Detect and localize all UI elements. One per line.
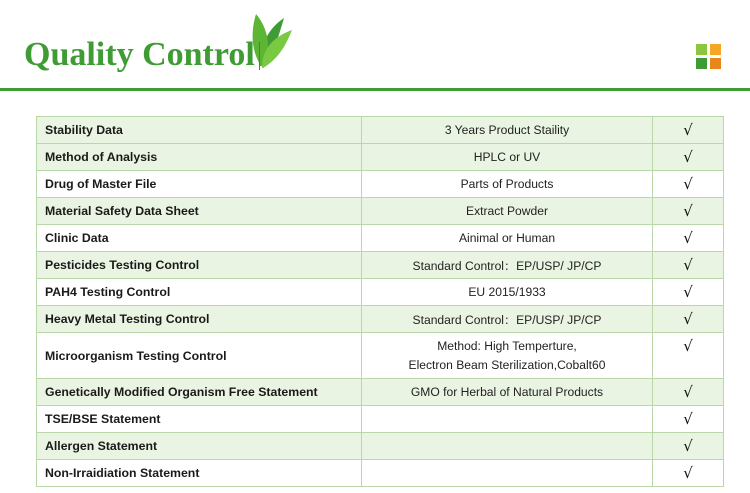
row-label: Stability Data [37, 117, 362, 144]
table-row [37, 171, 724, 198]
row-label: Non-Irraidiation Statement [37, 460, 362, 487]
row-value-line: Extract Powder [466, 204, 548, 218]
table-row [37, 225, 724, 252]
row-value-line: Standard Control：EP/USP/ JP/CP [412, 312, 602, 327]
row-value-line: Electron Beam Sterilization,Cobalt60 [408, 357, 606, 372]
row-check-mark: √ [653, 460, 724, 487]
row-label: Heavy Metal Testing Control [37, 306, 362, 333]
table-row [37, 333, 724, 379]
row-value-line: EU 2015/1933 [468, 285, 546, 299]
row-check-mark: √ [653, 198, 724, 225]
table-row [37, 306, 724, 333]
row-value [362, 252, 653, 279]
row-check-mark: √ [653, 333, 724, 379]
row-value-line: Standard Control：EP/USP/ JP/CP [412, 258, 602, 273]
row-value [362, 225, 653, 252]
slide-header [0, 0, 750, 92]
row-label: Allergen Statement [37, 433, 362, 460]
row-value [362, 379, 653, 406]
table-row [37, 279, 724, 306]
table-row [37, 406, 724, 433]
row-check-mark: √ [653, 171, 724, 198]
page-title: Quality Control [24, 36, 255, 73]
row-label: Drug of Master File [37, 171, 362, 198]
row-label: TSE/BSE Statement [37, 406, 362, 433]
row-check-mark: √ [653, 406, 724, 433]
table-row [37, 379, 724, 406]
row-value-line: Parts of Products [460, 177, 554, 191]
row-value [362, 460, 653, 487]
row-value [362, 279, 653, 306]
row-value-line: Method: High Temperture, [437, 339, 577, 353]
row-value [362, 171, 653, 198]
table-row [37, 433, 724, 460]
row-label: Genetically Modified Organism Free Statement [37, 379, 362, 406]
row-label: PAH4 Testing Control [37, 279, 362, 306]
quality-control-table [36, 116, 724, 487]
row-value-line: Ainimal or Human [458, 231, 556, 245]
table-row [37, 460, 724, 487]
row-label: Method of Analysis [37, 144, 362, 171]
table-row [37, 252, 724, 279]
row-check-mark: √ [653, 279, 724, 306]
table-row [37, 144, 724, 171]
row-check-mark: √ [653, 225, 724, 252]
row-check-mark: √ [653, 306, 724, 333]
row-check-mark: √ [653, 433, 724, 460]
table-row [37, 117, 724, 144]
row-value-line: 3 Years Product Staility [444, 123, 570, 137]
row-value [362, 198, 653, 225]
row-value [362, 406, 653, 433]
row-check-mark: √ [653, 117, 724, 144]
row-label: Material Safety Data Sheet [37, 198, 362, 225]
row-label: Microorganism Testing Control [37, 333, 362, 379]
row-check-mark: √ [653, 379, 724, 406]
quality-control-table-wrap [36, 116, 714, 487]
row-value [362, 144, 653, 171]
row-value-line: HPLC or UV [473, 150, 541, 164]
row-value [362, 433, 653, 460]
table-row [37, 198, 724, 225]
row-value-line: GMO for Herbal of Natural Products [410, 385, 604, 400]
row-label: Clinic Data [37, 225, 362, 252]
row-value [362, 306, 653, 333]
row-check-mark: √ [653, 252, 724, 279]
row-check-mark: √ [653, 144, 724, 171]
header-divider [0, 88, 750, 91]
row-label: Pesticides Testing Control [37, 252, 362, 279]
row-value [362, 333, 653, 379]
row-value [362, 117, 653, 144]
four-squares-icon [696, 44, 722, 70]
